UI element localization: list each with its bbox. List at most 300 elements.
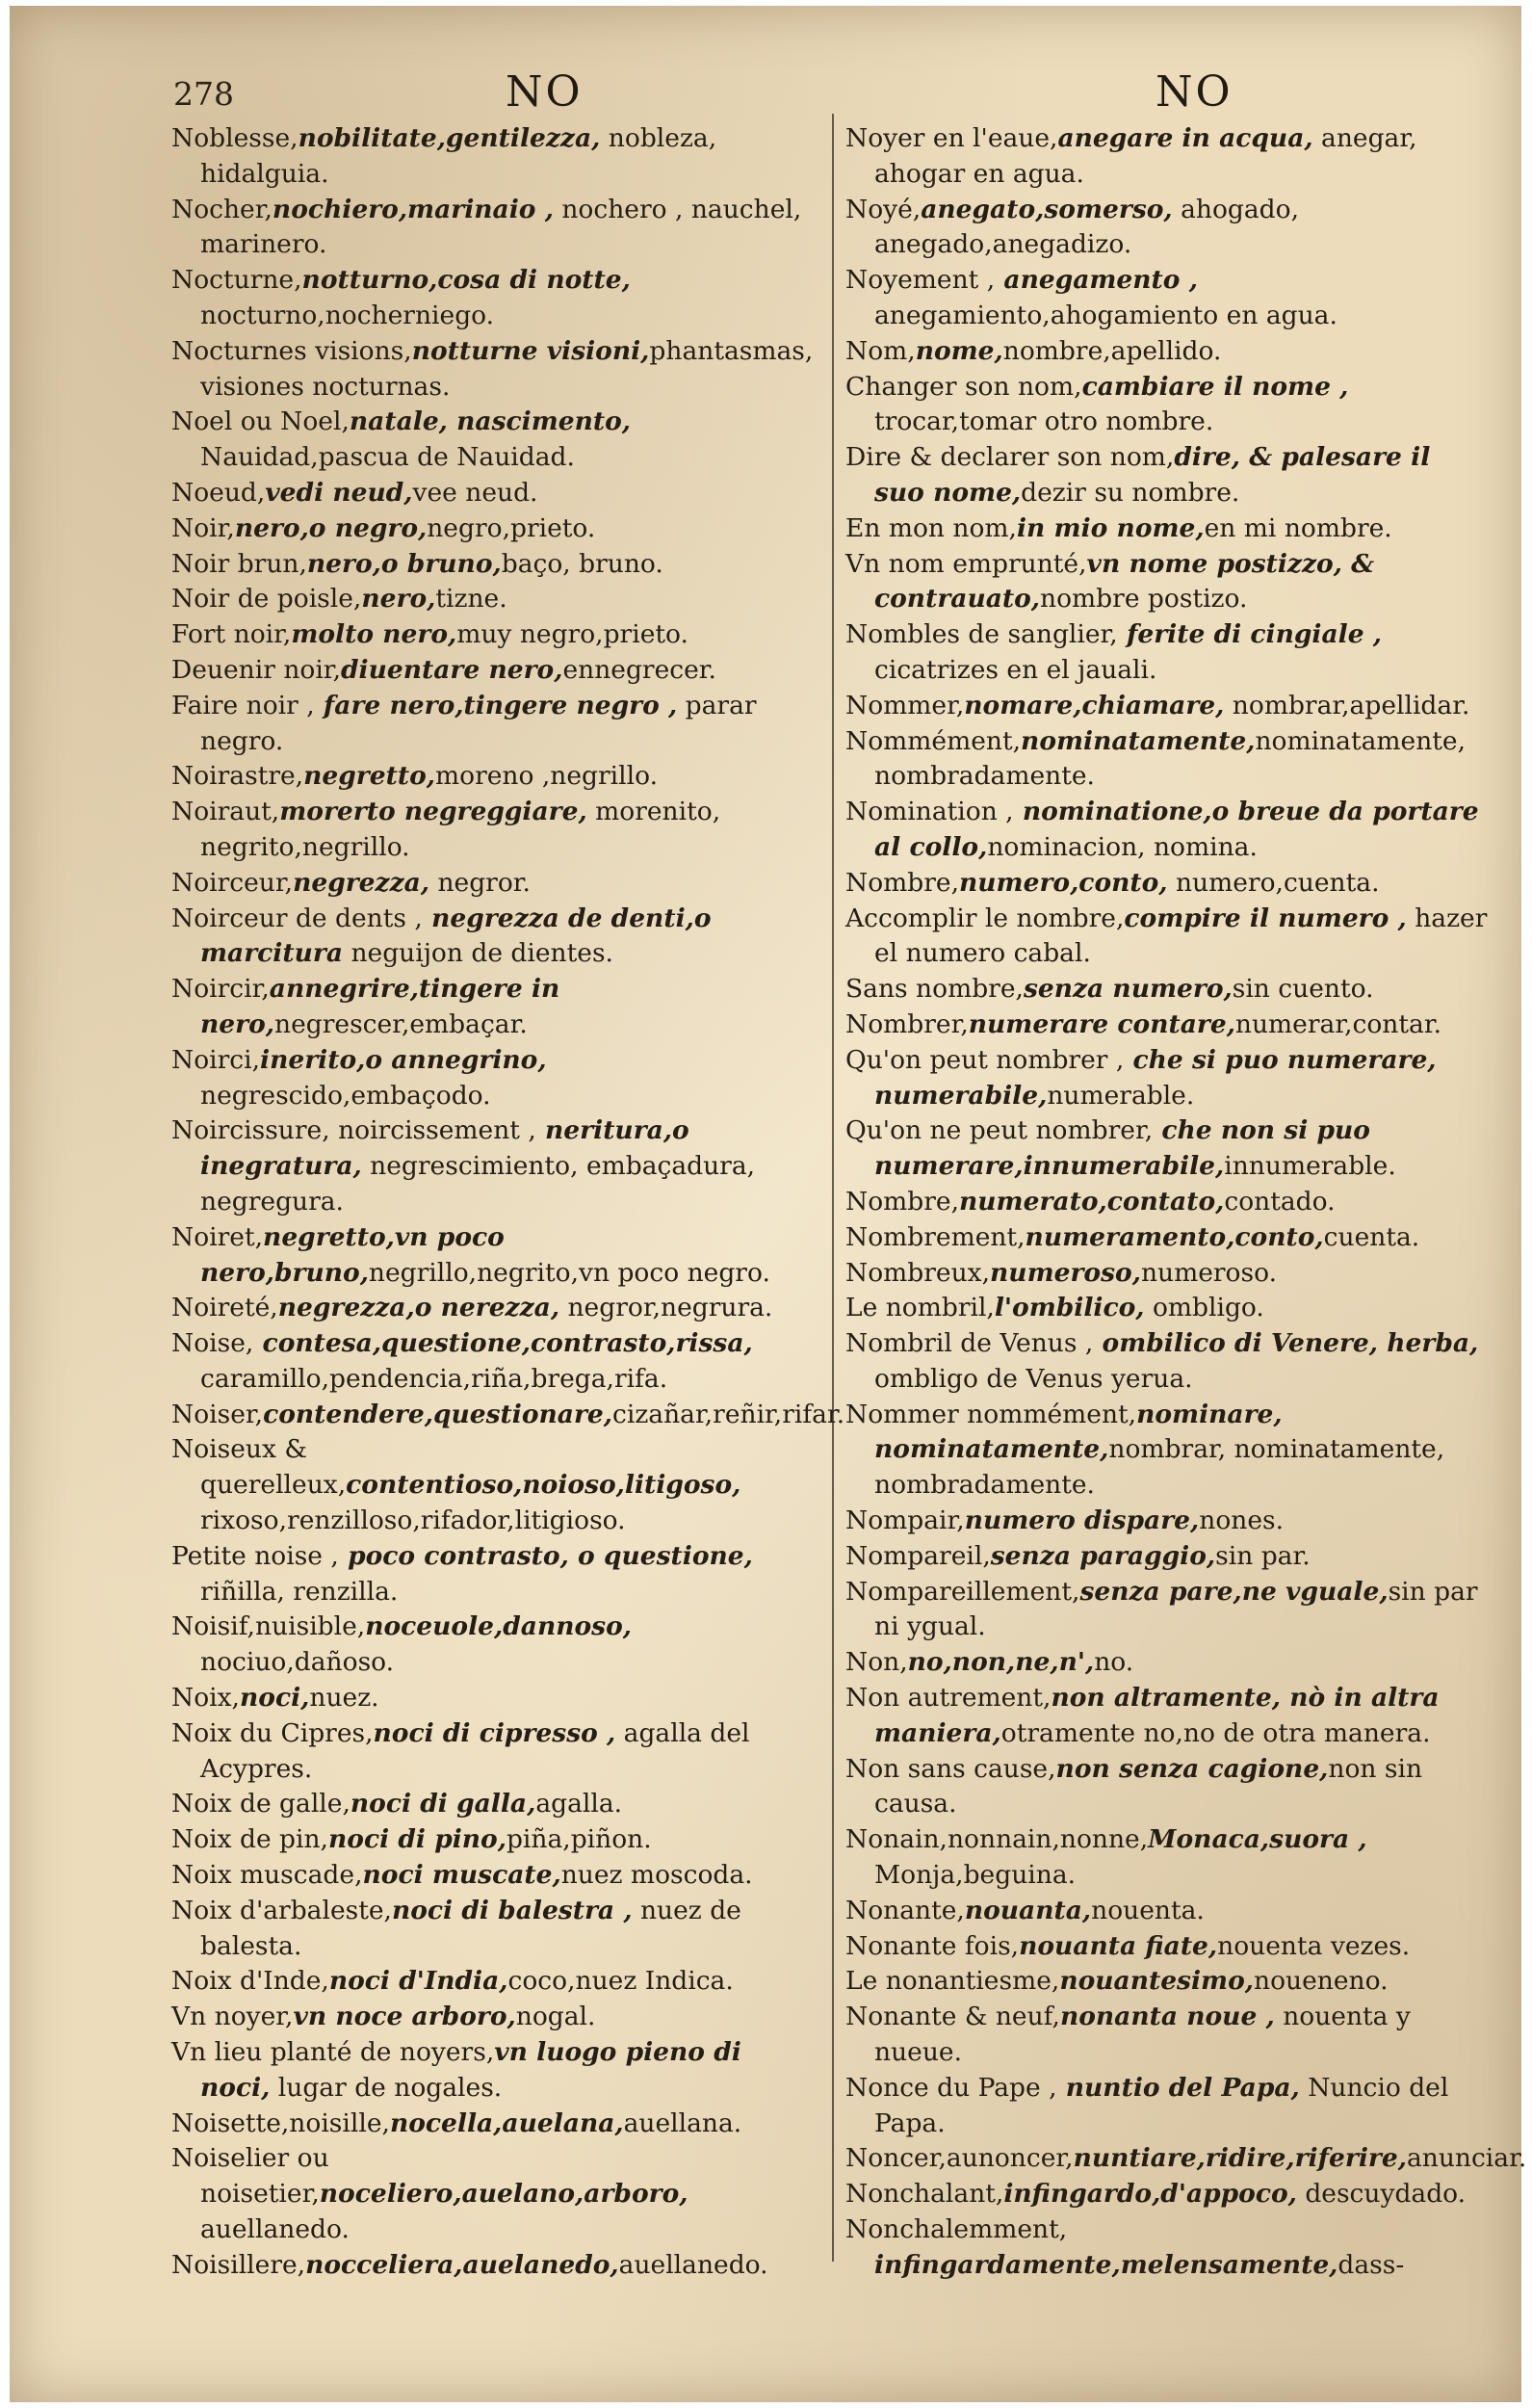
spanish-translation: agalla del Acypres. bbox=[200, 1717, 750, 1784]
dictionary-entry bbox=[845, 1964, 1489, 2000]
french-headword: Noyé, bbox=[845, 194, 922, 224]
french-headword: Noix de pin, bbox=[171, 1824, 328, 1855]
french-headword: Noiseux & querelleux, bbox=[171, 1434, 347, 1501]
spanish-translation: auellana. bbox=[623, 2107, 742, 2138]
spanish-translation: nouenta y nueue. bbox=[874, 2002, 1411, 2068]
italian-translation: che non si puo numerare,innumerabile, bbox=[874, 1115, 1370, 1182]
spanish-translation: negror. bbox=[429, 867, 531, 898]
french-headword: Noiselier ou noisetier, bbox=[171, 2143, 329, 2210]
french-headword: Noir de poisle, bbox=[171, 584, 362, 615]
spanish-translation: negro,prieto. bbox=[427, 512, 596, 543]
spanish-translation: cuenta. bbox=[1323, 1221, 1420, 1252]
dictionary-entry bbox=[845, 1539, 1489, 1575]
dictionary-entry bbox=[171, 547, 817, 583]
italian-translation: nouanta fiate, bbox=[1019, 1930, 1218, 1961]
dictionary-entry bbox=[171, 1894, 817, 1965]
italian-translation: noci muscate, bbox=[362, 1860, 561, 1891]
spanish-translation: numerar,contar. bbox=[1234, 1008, 1442, 1039]
french-headword: Noircissure, noircissement , bbox=[171, 1115, 536, 1146]
french-headword: Nonante fois, bbox=[845, 1930, 1020, 1961]
spanish-translation: nombrar,apellidar. bbox=[1224, 690, 1470, 720]
french-headword: Noix muscade, bbox=[171, 1860, 363, 1891]
italian-translation: che si puo numerare, numerabile, bbox=[874, 1044, 1437, 1111]
french-headword: Accomplir le nombre, bbox=[845, 903, 1125, 933]
french-headword: Nonchalemment, bbox=[845, 2214, 1068, 2245]
spanish-translation: non sin causa. bbox=[874, 1753, 1423, 1819]
french-headword: Nocturnes visions, bbox=[171, 335, 412, 366]
dictionary-entry bbox=[171, 1681, 817, 1716]
spanish-translation: cicatrizes en el jauali. bbox=[874, 654, 1157, 685]
dictionary-entry bbox=[845, 511, 1489, 547]
italian-translation: contentioso,noioso,litigoso, bbox=[346, 1470, 741, 1501]
french-headword: Non sans cause, bbox=[845, 1753, 1056, 1784]
spanish-translation: Nauidad,pascua de Nauidad. bbox=[200, 442, 575, 473]
french-headword: Nom, bbox=[845, 335, 916, 366]
dictionary-entry bbox=[845, 724, 1489, 796]
italian-translation: inerito,o annegrino, bbox=[260, 1044, 547, 1075]
italian-translation: noceliero,auelano,arboro, bbox=[319, 2179, 688, 2210]
french-headword: Nonain,nonnain,nonne, bbox=[845, 1824, 1149, 1855]
italian-translation: nocella,auelana, bbox=[389, 2107, 624, 2138]
italian-translation: vn luogo pieno di noci, bbox=[200, 2037, 741, 2103]
spanish-translation: anegamiento,ahogamiento en agua. bbox=[874, 300, 1337, 330]
spanish-translation: nobleza, hidalguia. bbox=[200, 123, 717, 189]
spanish-translation: negrescimiento, embaçadura, negregura. bbox=[200, 1151, 756, 1217]
italian-translation: negrezza de denti,o marcitura bbox=[200, 903, 712, 969]
french-headword: Nocturne, bbox=[171, 265, 302, 296]
french-headword: Noiret, bbox=[171, 1221, 264, 1252]
spanish-translation: noueneno. bbox=[1254, 1966, 1389, 1997]
spanish-translation: nouenta. bbox=[1091, 1895, 1205, 1925]
spanish-translation: auellanedo. bbox=[200, 2214, 350, 2245]
dictionary-entry bbox=[845, 1822, 1489, 1894]
italian-translation: nobilitate,gentilezza, bbox=[298, 123, 601, 153]
italian-translation: numero dispare, bbox=[964, 1505, 1200, 1536]
french-headword: Nombles de sanglier, bbox=[845, 619, 1118, 650]
spanish-translation: sin par. bbox=[1215, 1540, 1311, 1571]
spanish-translation: coco,nuez Indica. bbox=[507, 1966, 734, 1997]
spanish-translation: auellanedo. bbox=[618, 2249, 768, 2280]
french-headword: Noisillere, bbox=[171, 2249, 306, 2280]
italian-translation: nuntio del Papa, bbox=[1056, 2072, 1300, 2103]
italian-translation: nocceliera,auelanedo, bbox=[305, 2249, 619, 2280]
dictionary-entry bbox=[845, 1291, 1489, 1326]
french-headword: Le nombril, bbox=[845, 1293, 995, 1323]
french-headword: Noix, bbox=[171, 1683, 240, 1714]
french-headword: Nombre, bbox=[845, 867, 960, 898]
french-headword: Petite noise , bbox=[171, 1540, 339, 1571]
italian-translation: noci di balestra , bbox=[391, 1895, 633, 1925]
french-headword: Nomination , bbox=[845, 797, 1014, 827]
dictionary-entry bbox=[845, 263, 1489, 334]
spanish-translation: nominatamente, nombradamente. bbox=[874, 725, 1467, 792]
italian-translation: cambiare il nome , bbox=[1081, 371, 1349, 402]
italian-translation: noceuole,dannoso, bbox=[365, 1611, 632, 1642]
french-headword: Deuenir noir, bbox=[171, 654, 341, 685]
italian-translation: nochiero,marinaio , bbox=[272, 194, 554, 224]
italian-translation: contendere,questionare, bbox=[263, 1399, 613, 1429]
french-headword: Nonante, bbox=[845, 1895, 965, 1925]
italian-translation: vn noce arboro, bbox=[293, 2002, 516, 2032]
dictionary-entry bbox=[171, 582, 817, 617]
french-headword: Dire & declarer son nom, bbox=[845, 442, 1175, 473]
spanish-translation: no. bbox=[1094, 1647, 1134, 1678]
dictionary-entry bbox=[171, 2000, 817, 2035]
spanish-translation: Nuncio del Papa. bbox=[874, 2072, 1449, 2138]
french-headword: Noireté, bbox=[171, 1293, 278, 1323]
french-headword: Noirci, bbox=[171, 1044, 261, 1075]
italian-translation: nero,o negro, bbox=[234, 512, 428, 543]
italian-translation: nero,o bruno, bbox=[306, 548, 502, 579]
dictionary-entry bbox=[845, 1220, 1489, 1256]
french-headword: Nocher, bbox=[171, 194, 273, 224]
italian-translation: molto nero, bbox=[291, 619, 457, 650]
dictionary-entry bbox=[171, 334, 817, 406]
dictionary-entry bbox=[171, 263, 817, 334]
spanish-translation: anegar, ahogar en agua. bbox=[874, 123, 1417, 189]
spanish-translation: negrescido,embaçodo. bbox=[200, 1080, 491, 1111]
spanish-translation: Monja,beguina. bbox=[874, 1860, 1077, 1891]
dictionary-entry bbox=[171, 1716, 817, 1788]
page-number: 278 bbox=[173, 75, 234, 113]
spanish-translation: sin par ni ygual. bbox=[874, 1576, 1478, 1642]
italian-translation: infingardo,d'appoco, bbox=[1003, 2179, 1297, 2210]
dictionary-entry bbox=[845, 866, 1489, 902]
italian-translation: senza paraggio, bbox=[990, 1540, 1216, 1571]
dictionary-entry bbox=[171, 1610, 817, 1681]
dictionary-entry bbox=[171, 972, 817, 1043]
italian-translation: neritura,o inegratura, bbox=[200, 1115, 689, 1182]
dictionary-entry bbox=[845, 2177, 1489, 2212]
italian-translation: non altramente, nò in altra maniera, bbox=[874, 1683, 1440, 1748]
french-headword: Le nonantiesme, bbox=[845, 1966, 1060, 1997]
spanish-translation: baço, bruno. bbox=[501, 548, 663, 579]
spanish-translation: contado. bbox=[1224, 1186, 1336, 1217]
dictionary-entry bbox=[171, 1787, 817, 1822]
spanish-translation: cizañar,reñir,rifar. bbox=[612, 1399, 845, 1429]
dictionary-entry bbox=[171, 121, 817, 193]
dictionary-entry bbox=[845, 689, 1489, 724]
dictionary-entry bbox=[171, 1858, 817, 1894]
dictionary-entry bbox=[171, 193, 817, 264]
spanish-translation: rixoso,renzilloso,rifador,litigioso. bbox=[200, 1505, 626, 1536]
dictionary-entry bbox=[171, 2035, 817, 2107]
spanish-translation: moreno ,negrillo. bbox=[434, 761, 659, 792]
french-headword: Noyement , bbox=[845, 265, 996, 296]
dictionary-entry bbox=[171, 1539, 817, 1610]
french-headword: Noeud, bbox=[171, 477, 266, 508]
spanish-translation: muy negro,prieto. bbox=[456, 619, 688, 650]
italian-translation: vedi neud, bbox=[265, 477, 413, 508]
french-headword: Qu'on ne peut nombrer, bbox=[845, 1115, 1154, 1146]
spanish-translation: descuydado. bbox=[1296, 2179, 1467, 2210]
french-headword: Qu'on peut nombrer , bbox=[845, 1044, 1125, 1075]
italian-translation: numeramento,conto, bbox=[1025, 1221, 1324, 1252]
italian-translation: notturno,cosa di notte, bbox=[301, 265, 631, 296]
spanish-translation: caramillo,pendencia,riña,brega,rifa. bbox=[200, 1363, 668, 1394]
italian-translation: numerato,contato, bbox=[959, 1186, 1225, 1217]
italian-translation: anegato,somerso, bbox=[921, 194, 1173, 224]
french-headword: Nombril de Venus , bbox=[845, 1328, 1094, 1359]
spanish-translation: tizne. bbox=[435, 584, 507, 615]
dictionary-entry bbox=[845, 1326, 1489, 1398]
french-headword: Noir brun, bbox=[171, 548, 307, 579]
dictionary-entry bbox=[171, 511, 817, 547]
spanish-translation: lugar de nogales. bbox=[270, 2072, 503, 2103]
spanish-translation: nombre,apellido. bbox=[1002, 335, 1222, 366]
italian-translation: non senza cagione, bbox=[1055, 1753, 1329, 1784]
dictionary-entry bbox=[845, 193, 1489, 264]
spanish-translation: ombligo de Venus yerua. bbox=[874, 1363, 1193, 1394]
italian-translation: vn nome postizzo, & contrauato, bbox=[874, 548, 1375, 615]
dictionary-entry bbox=[845, 1645, 1489, 1681]
dictionary-entry bbox=[845, 1575, 1489, 1646]
spanish-translation: nominacion, nomina. bbox=[987, 831, 1258, 862]
spanish-translation: hazer el numero cabal. bbox=[874, 903, 1488, 969]
french-headword: Noisif,nuisible, bbox=[171, 1611, 366, 1642]
dictionary-entry bbox=[171, 2141, 817, 2247]
french-headword: Nonce du Pape , bbox=[845, 2072, 1057, 2103]
spanish-translation: nuez de balesta. bbox=[200, 1895, 741, 1961]
dictionary-entry bbox=[845, 440, 1489, 511]
french-headword: Noiser, bbox=[171, 1399, 264, 1429]
dictionary-entry bbox=[845, 121, 1489, 193]
italian-translation: poco contrasto, o questione, bbox=[338, 1540, 753, 1571]
dictionary-entry bbox=[845, 1256, 1489, 1292]
italian-translation: Monaca,suora , bbox=[1148, 1824, 1367, 1855]
italian-translation: infingardamente,melensamente, bbox=[874, 2249, 1338, 2280]
italian-translation: nominatamente, bbox=[1021, 725, 1256, 756]
french-headword: Noir, bbox=[171, 512, 235, 543]
french-headword: Nombreux, bbox=[845, 1257, 991, 1288]
french-headword: Noncer,aunoncer, bbox=[845, 2143, 1074, 2174]
italian-translation: negrezza,o nerezza, bbox=[277, 1293, 560, 1323]
italian-translation: diuentare nero, bbox=[341, 654, 563, 685]
italian-translation: annegrire,tingere in nero, bbox=[200, 974, 560, 1039]
spanish-translation: numerable. bbox=[1047, 1080, 1195, 1111]
italian-translation: ombilico di Venere, herba, bbox=[1093, 1328, 1479, 1359]
spanish-translation: nones. bbox=[1199, 1505, 1285, 1536]
italian-translation: nouanta, bbox=[964, 1895, 1092, 1925]
dictionary-entry bbox=[845, 795, 1489, 866]
dictionary-entry bbox=[171, 866, 817, 902]
dictionary-entry bbox=[845, 370, 1489, 441]
dictionary-entry bbox=[171, 2248, 817, 2284]
dictionary-entry bbox=[171, 1964, 817, 2000]
italian-translation: nominare, nominatamente, bbox=[874, 1399, 1283, 1465]
french-headword: Noblesse, bbox=[171, 123, 299, 153]
italian-translation: numeroso, bbox=[990, 1257, 1141, 1288]
italian-translation: noci d'India, bbox=[328, 1966, 508, 1997]
italian-translation: dire, & palesare il suo nome, bbox=[874, 442, 1431, 508]
french-headword: Noirceur, bbox=[171, 867, 294, 898]
italian-translation: negretto,vn poco nero,bruno, bbox=[200, 1221, 505, 1288]
italian-translation: compire il numero , bbox=[1124, 903, 1407, 933]
french-headword: Noise, bbox=[171, 1328, 254, 1359]
dictionary-entry bbox=[171, 1220, 817, 1292]
french-headword: Non, bbox=[845, 1647, 908, 1678]
spanish-translation: phantasmas, visiones nocturnas. bbox=[200, 335, 814, 402]
spanish-translation: negrillo,negrito,vn poco negro. bbox=[368, 1257, 770, 1288]
italian-translation: in mio nome, bbox=[1016, 512, 1205, 543]
italian-translation: senza pare,ne vguale, bbox=[1079, 1576, 1389, 1607]
italian-translation: noci di cipresso , bbox=[373, 1717, 616, 1748]
french-headword: Nombrement, bbox=[845, 1221, 1026, 1252]
french-headword: Noiraut, bbox=[171, 797, 280, 827]
french-headword: Noix d'arbaleste, bbox=[171, 1895, 392, 1925]
left-column bbox=[171, 121, 845, 2284]
french-headword: En mon nom, bbox=[845, 512, 1017, 543]
spanish-translation: morenito, negrito,negrillo. bbox=[200, 797, 721, 862]
french-headword: Vn nom emprunté, bbox=[845, 548, 1087, 579]
dictionary-entry bbox=[171, 405, 817, 476]
spanish-translation: negror,negrura. bbox=[559, 1293, 773, 1323]
dictionary-entry bbox=[845, 972, 1489, 1008]
french-headword: Noirastre, bbox=[171, 761, 304, 792]
italian-translation: natale, nascimento, bbox=[349, 406, 632, 437]
spanish-translation: nociuo,dañoso. bbox=[200, 1647, 395, 1678]
dictionary-entry bbox=[171, 1291, 817, 1326]
spanish-translation: innumerable. bbox=[1224, 1151, 1396, 1182]
dictionary-entry bbox=[171, 2107, 817, 2142]
french-headword: Noix du Cipres, bbox=[171, 1717, 374, 1748]
spanish-translation: parar negro. bbox=[200, 690, 757, 756]
dictionary-entry bbox=[845, 1043, 1489, 1114]
italian-translation: l'ombilico, bbox=[994, 1293, 1145, 1323]
french-headword: Nombre, bbox=[845, 1186, 960, 1217]
french-headword: Noix de galle, bbox=[171, 1789, 351, 1819]
italian-translation: negrezza, bbox=[293, 867, 430, 898]
spanish-translation: anunciar. bbox=[1406, 2143, 1527, 2174]
italian-translation: nome, bbox=[915, 335, 1003, 366]
french-headword: Noirceur de dents , bbox=[171, 903, 423, 933]
spanish-translation: nocturno,nocherniego. bbox=[200, 300, 495, 330]
dictionary-entry bbox=[845, 334, 1489, 370]
italian-translation: noci di galla, bbox=[350, 1789, 536, 1819]
dictionary-entry bbox=[845, 1504, 1489, 1539]
spanish-translation: sin cuento. bbox=[1232, 974, 1374, 1005]
italian-translation: senza numero, bbox=[1023, 974, 1233, 1005]
spanish-translation: dezir su nombre. bbox=[1021, 477, 1240, 508]
dictionary-entry bbox=[171, 1432, 817, 1538]
dictionary-entry bbox=[171, 1043, 817, 1114]
french-headword: Noel ou Noel, bbox=[171, 406, 350, 437]
italian-translation: fare nero,tingere negro , bbox=[314, 690, 678, 720]
dictionary-entry bbox=[171, 759, 817, 795]
spanish-translation: ennegrecer. bbox=[562, 654, 716, 685]
italian-translation: morerto negreggiare, bbox=[279, 797, 587, 827]
spanish-translation: numeroso. bbox=[1140, 1257, 1278, 1288]
dictionary-entry bbox=[845, 1113, 1489, 1185]
italian-translation: nuntiare,ridire,riferire, bbox=[1073, 2143, 1407, 2174]
french-headword: Nonchalant, bbox=[845, 2179, 1004, 2210]
dictionary-entry bbox=[171, 1113, 817, 1219]
french-headword: Faire noir , bbox=[171, 690, 315, 720]
dictionary-entry bbox=[845, 1398, 1489, 1504]
italian-translation: nonanta noue , bbox=[1059, 2002, 1275, 2032]
dictionary-entry bbox=[171, 476, 817, 511]
french-headword: Nommer, bbox=[845, 690, 965, 720]
french-headword: Non autrement, bbox=[845, 1683, 1052, 1714]
dictionary-entry bbox=[171, 1822, 817, 1858]
italian-translation: anegare in acqua, bbox=[1057, 123, 1313, 153]
spanish-translation: agalla. bbox=[535, 1789, 623, 1819]
french-headword: Noircir, bbox=[171, 974, 270, 1005]
dictionary-entry bbox=[845, 1185, 1489, 1220]
french-headword: Vn noyer, bbox=[171, 2002, 294, 2032]
french-headword: Nonante & neuf, bbox=[845, 2002, 1060, 2032]
running-header-right: NO bbox=[1155, 67, 1233, 117]
dictionary-entry bbox=[845, 902, 1489, 973]
french-headword: Fort noir, bbox=[171, 619, 292, 650]
french-headword: Changer son nom, bbox=[845, 371, 1082, 402]
italian-translation: anegamento , bbox=[995, 265, 1198, 296]
dictionary-entry bbox=[845, 617, 1489, 689]
french-headword: Nompareillement, bbox=[845, 1576, 1080, 1607]
spanish-translation: en mi nombre. bbox=[1204, 512, 1392, 543]
right-column bbox=[845, 121, 1527, 2284]
spanish-translation: otramente no,no de otra manera. bbox=[1000, 1717, 1431, 1748]
dictionary-entry bbox=[845, 547, 1489, 618]
spanish-translation: nombrar, nominatamente, nombradamente. bbox=[874, 1434, 1445, 1501]
italian-translation: notturne visioni, bbox=[411, 335, 650, 366]
italian-translation: numerare contare, bbox=[968, 1008, 1235, 1039]
spanish-translation: negrescer,embaçar. bbox=[274, 1008, 528, 1039]
italian-translation: numero,conto, bbox=[959, 867, 1168, 898]
italian-translation: nomare,chiamare, bbox=[964, 690, 1225, 720]
italian-translation: noci di pino, bbox=[328, 1824, 506, 1855]
spanish-translation: trocar,tomar otro nombre. bbox=[874, 406, 1214, 437]
spanish-translation: piña,piñon. bbox=[506, 1824, 652, 1855]
french-headword: Nommément, bbox=[845, 725, 1022, 756]
dictionary-entry bbox=[171, 689, 817, 760]
dictionary-entry bbox=[845, 1752, 1489, 1823]
french-headword: Vn lieu planté de noyers, bbox=[171, 2037, 495, 2068]
dictionary-entry bbox=[845, 2000, 1489, 2071]
book-page bbox=[10, 6, 1527, 2402]
dictionary-entry bbox=[171, 653, 817, 689]
dictionary-entry bbox=[845, 2071, 1489, 2142]
running-header-left: NO bbox=[506, 67, 584, 117]
column-divider bbox=[832, 114, 834, 2262]
french-headword: Nompareil, bbox=[845, 1540, 991, 1571]
spanish-translation: nombre postizo. bbox=[1040, 584, 1248, 615]
spanish-translation: vee neud. bbox=[412, 477, 538, 508]
dictionary-entry bbox=[171, 795, 817, 866]
italian-translation: noci, bbox=[240, 1683, 310, 1714]
italian-translation: ferite di cingiale , bbox=[1117, 619, 1383, 650]
dictionary-entry bbox=[845, 1894, 1489, 1929]
spanish-translation: dass- bbox=[1337, 2249, 1405, 2280]
spanish-translation: nuez. bbox=[309, 1683, 379, 1714]
french-headword: Noyer en l'eaue, bbox=[845, 123, 1058, 153]
italian-translation: nero, bbox=[361, 584, 436, 615]
french-headword: Noisette,noisille, bbox=[171, 2107, 390, 2138]
french-headword: Nompair, bbox=[845, 1505, 965, 1536]
spanish-translation: riñilla, renzilla. bbox=[200, 1576, 399, 1607]
spanish-translation: neguijon de dientes. bbox=[343, 938, 613, 969]
italian-translation: nouantesimo, bbox=[1059, 1966, 1254, 1997]
french-headword: Nommer nommément, bbox=[845, 1399, 1137, 1429]
spanish-translation: nouenta vezes. bbox=[1217, 1930, 1411, 1961]
french-headword: Nombrer, bbox=[845, 1008, 969, 1039]
spanish-translation: ombligo. bbox=[1144, 1293, 1264, 1323]
dictionary-entry bbox=[171, 617, 817, 653]
italian-translation: negretto, bbox=[303, 761, 435, 792]
dictionary-entry bbox=[845, 2212, 1489, 2284]
dictionary-entry bbox=[171, 1398, 845, 1433]
spanish-translation: nochero , nauchel, marinero. bbox=[200, 194, 802, 260]
